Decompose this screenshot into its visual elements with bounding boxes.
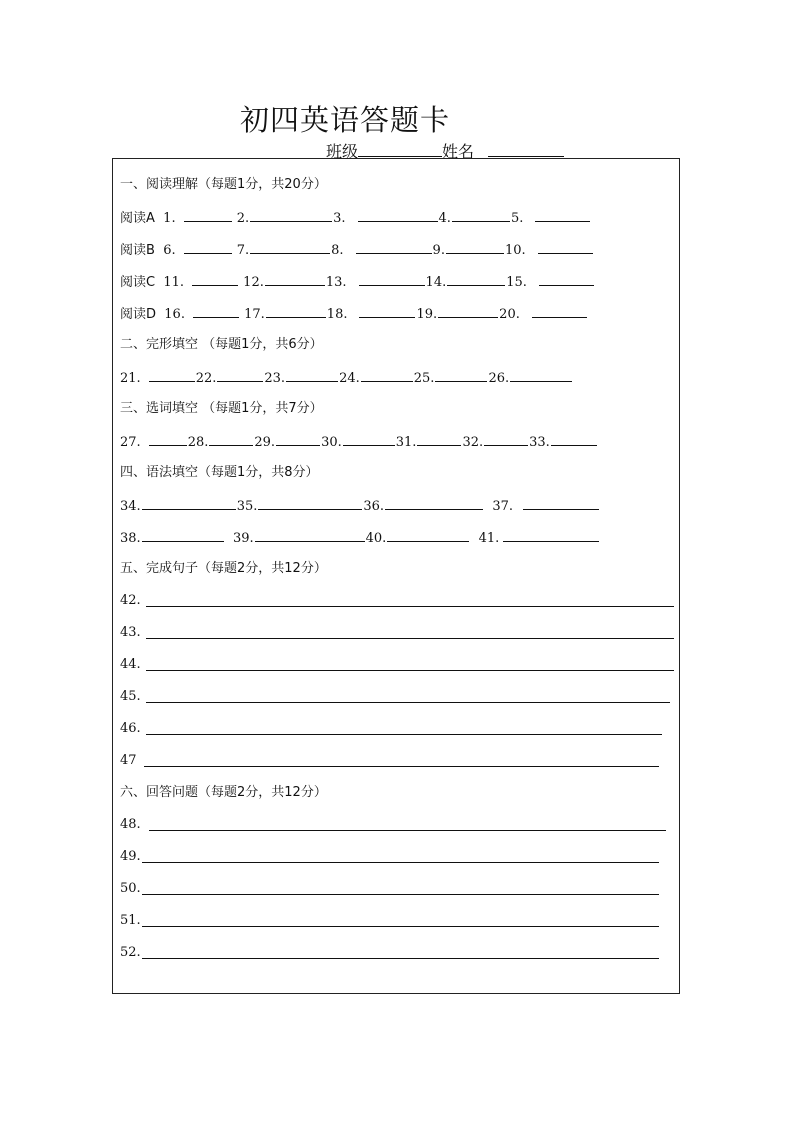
q-number: 18. bbox=[326, 307, 348, 322]
q-number: 44. bbox=[120, 657, 141, 672]
answer-blank[interactable] bbox=[193, 303, 239, 318]
q-number: 13. bbox=[325, 275, 347, 290]
grammar-row-2 bbox=[120, 527, 600, 547]
question-row-48 bbox=[120, 815, 141, 835]
answer-blank[interactable] bbox=[217, 367, 263, 382]
q-number: 30. bbox=[321, 435, 342, 450]
q-number: 33. bbox=[529, 435, 550, 450]
q-number: 9. bbox=[432, 243, 445, 258]
answer-blank[interactable] bbox=[209, 431, 253, 446]
answer-blank[interactable] bbox=[435, 367, 487, 382]
section-cloze-heading: 二、完形填空 （每题1分，共6分） bbox=[120, 337, 323, 352]
answer-line[interactable] bbox=[146, 638, 674, 639]
section-grammar-heading: 四、语法填空（每题1分，共8分） bbox=[120, 465, 319, 480]
q-number: 36. bbox=[363, 499, 385, 514]
name-field[interactable] bbox=[488, 141, 564, 157]
q-number: 39. bbox=[232, 531, 254, 546]
reading-b-label: 阅读B bbox=[120, 243, 155, 258]
q-number: 31. bbox=[395, 435, 417, 450]
q-number: 34. bbox=[120, 499, 141, 514]
answer-line[interactable] bbox=[142, 926, 659, 927]
answer-blank[interactable] bbox=[184, 239, 232, 254]
section-questions-heading: 六、回答问题（每题2分，共12分） bbox=[120, 785, 327, 800]
q-number: 45. bbox=[120, 689, 141, 704]
answer-blank[interactable] bbox=[535, 207, 590, 222]
answer-blank[interactable] bbox=[510, 367, 572, 382]
question-row-49 bbox=[120, 847, 141, 867]
q-number: 23. bbox=[264, 371, 286, 386]
section-reading-heading: 一、阅读理解（每题1分，共20分） bbox=[120, 177, 327, 192]
answer-blank[interactable] bbox=[258, 495, 362, 510]
q-number: 40. bbox=[365, 531, 387, 546]
answer-blank[interactable] bbox=[385, 495, 483, 510]
q-number: 5. bbox=[510, 211, 524, 226]
q-number: 42. bbox=[120, 593, 141, 608]
q-number: 52. bbox=[120, 945, 141, 960]
reading-a-label: 阅读A bbox=[120, 211, 155, 226]
class-label: 班级 bbox=[326, 142, 359, 161]
q-number: 37. bbox=[492, 499, 514, 514]
answer-blank[interactable] bbox=[503, 527, 599, 542]
answer-blank[interactable] bbox=[142, 527, 224, 542]
name-label: 姓名 bbox=[442, 142, 475, 161]
answer-blank[interactable] bbox=[532, 303, 587, 318]
q-number: 51. bbox=[120, 913, 141, 928]
answer-blank[interactable] bbox=[149, 367, 195, 382]
q-number: 29. bbox=[254, 435, 276, 450]
reading-d-row bbox=[120, 303, 588, 323]
answer-blank[interactable] bbox=[184, 207, 232, 222]
q-number: 50. bbox=[120, 881, 141, 896]
answer-blank[interactable] bbox=[250, 239, 330, 254]
q-number: 1. bbox=[163, 211, 176, 226]
q-number: 24. bbox=[339, 371, 360, 386]
answer-blank[interactable] bbox=[551, 431, 597, 446]
answer-blank[interactable] bbox=[343, 431, 395, 446]
answer-blank[interactable] bbox=[358, 207, 438, 222]
q-number: 3. bbox=[333, 211, 346, 226]
q-number: 16. bbox=[164, 307, 185, 322]
answer-line[interactable] bbox=[146, 702, 670, 703]
sentence-row-43 bbox=[120, 623, 141, 643]
q-number: 49. bbox=[120, 849, 141, 864]
q-number: 17. bbox=[244, 307, 265, 322]
question-row-52 bbox=[120, 943, 141, 963]
q-number: 2. bbox=[236, 211, 250, 226]
question-row-51 bbox=[120, 911, 141, 931]
q-number: 12. bbox=[243, 275, 264, 290]
q-number: 48. bbox=[120, 817, 141, 832]
q-number: 25. bbox=[413, 371, 435, 386]
answer-blank[interactable] bbox=[447, 271, 505, 286]
q-number: 7. bbox=[236, 243, 250, 258]
section-sentence-heading: 五、完成句子（每题2分，共12分） bbox=[120, 561, 327, 576]
answer-line[interactable] bbox=[142, 894, 659, 895]
q-number: 47 bbox=[120, 753, 137, 768]
q-number: 41. bbox=[478, 531, 500, 546]
answer-line[interactable] bbox=[146, 734, 662, 735]
grammar-row-1 bbox=[120, 495, 600, 515]
q-number: 19. bbox=[416, 307, 438, 322]
sentence-row-45 bbox=[120, 687, 141, 707]
answer-line[interactable] bbox=[146, 670, 674, 671]
answer-blank[interactable] bbox=[265, 271, 325, 286]
answer-blank[interactable] bbox=[361, 367, 413, 382]
class-field[interactable] bbox=[358, 141, 442, 157]
answer-line[interactable] bbox=[146, 606, 674, 607]
answer-blank[interactable] bbox=[356, 239, 432, 254]
answer-blank[interactable] bbox=[250, 207, 332, 222]
q-number: 20. bbox=[499, 307, 520, 322]
answer-blank[interactable] bbox=[359, 303, 415, 318]
q-number: 35. bbox=[236, 499, 258, 514]
q-number: 4. bbox=[438, 211, 451, 226]
q-number: 32. bbox=[462, 435, 484, 450]
reading-b-row bbox=[120, 239, 594, 259]
cloze-row bbox=[120, 367, 573, 387]
q-number: 26. bbox=[488, 371, 510, 386]
answer-blank[interactable] bbox=[446, 239, 504, 254]
answer-blank[interactable] bbox=[276, 431, 320, 446]
word-choice-row bbox=[120, 431, 598, 451]
answer-blank[interactable] bbox=[539, 271, 594, 286]
answer-blank[interactable] bbox=[484, 431, 528, 446]
answer-card bbox=[112, 158, 680, 994]
q-number: 15. bbox=[506, 275, 527, 290]
answer-blank[interactable] bbox=[387, 527, 469, 542]
q-number: 8. bbox=[331, 243, 344, 258]
answer-blank[interactable] bbox=[438, 303, 498, 318]
q-number: 28. bbox=[187, 435, 209, 450]
sentence-row-46 bbox=[120, 719, 141, 739]
q-number: 10. bbox=[504, 243, 526, 258]
answer-blank[interactable] bbox=[142, 495, 236, 510]
answer-line[interactable] bbox=[149, 830, 666, 831]
reading-a-row bbox=[120, 207, 591, 227]
reading-c-row bbox=[120, 271, 595, 291]
answer-blank[interactable] bbox=[286, 367, 338, 382]
answer-blank[interactable] bbox=[359, 271, 425, 286]
section-word-choice-heading: 三、选词填空 （每题1分，共7分） bbox=[120, 401, 323, 416]
answer-blank[interactable] bbox=[538, 239, 593, 254]
sentence-row-42 bbox=[120, 591, 141, 611]
answer-blank[interactable] bbox=[149, 431, 187, 446]
q-number: 22. bbox=[195, 371, 217, 386]
q-number: 27. bbox=[120, 435, 141, 450]
q-number: 21. bbox=[120, 371, 141, 386]
q-number: 43. bbox=[120, 625, 141, 640]
answer-blank[interactable] bbox=[523, 495, 599, 510]
reading-d-label: 阅读D bbox=[120, 307, 157, 322]
answer-line[interactable] bbox=[142, 862, 659, 863]
answer-blank[interactable] bbox=[266, 303, 326, 318]
answer-line[interactable] bbox=[144, 766, 659, 767]
sentence-row-47 bbox=[120, 751, 137, 771]
answer-blank[interactable] bbox=[255, 527, 365, 542]
answer-blank[interactable] bbox=[192, 271, 238, 286]
page-title: 初四英语答题卡 bbox=[240, 103, 451, 137]
sentence-row-44 bbox=[120, 655, 141, 675]
q-number: 38. bbox=[120, 531, 141, 546]
q-number: 11. bbox=[163, 275, 185, 290]
q-number: 6. bbox=[163, 243, 176, 258]
q-number: 14. bbox=[425, 275, 447, 290]
answer-line[interactable] bbox=[142, 958, 659, 959]
answer-blank[interactable] bbox=[417, 431, 461, 446]
reading-c-label: 阅读C bbox=[120, 275, 156, 290]
question-row-50 bbox=[120, 879, 141, 899]
answer-blank[interactable] bbox=[452, 207, 510, 222]
q-number: 46. bbox=[120, 721, 141, 736]
